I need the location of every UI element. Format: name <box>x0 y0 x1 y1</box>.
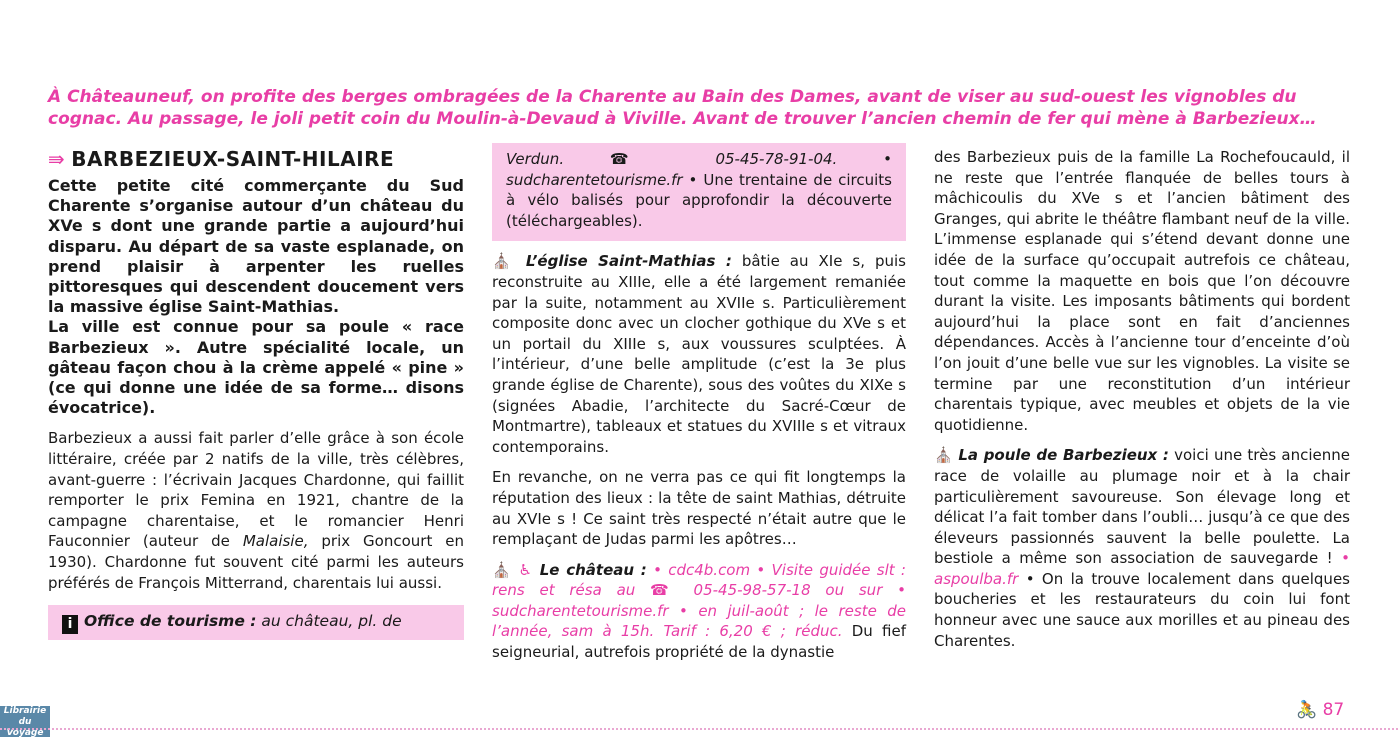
page-number <box>1296 700 1344 720</box>
poule-link[interactable]: • aspoulba.fr <box>934 549 1350 588</box>
footer-divider <box>0 728 1398 730</box>
body-paragraph <box>48 428 464 593</box>
section-title-text: BARBEZIEUX-SAINT-HILAIRE <box>71 147 395 171</box>
office-details: • Une trentaine de circuits à vélo balisés pour approfondir la découverte (téléchargeables). <box>506 170 892 230</box>
poule-text-1: voici une très ancienne race de volaille au plumage noir et à la chair particulièrement savoureuse. Son élevage long et délicat l’a fait tomber dans l’oubli… jusqu’à ce que des éleveurs passionnés sauvent la belle poulette. La bestiole a même son association de sauvegarde ! <box>934 446 1350 568</box>
office-box-part1 <box>48 605 464 640</box>
page-number-text: 87 <box>1322 700 1345 720</box>
column-3 <box>934 147 1350 651</box>
chateau-paragraph <box>492 560 906 663</box>
chateau-label: Le château : <box>539 560 647 579</box>
book-title: Malaisie, <box>242 532 309 551</box>
poule-paragraph <box>934 445 1350 651</box>
intro-paragraph: À Châteauneuf, on profite des berges ombragées de la Charente au Bain des Dames, avant de viser au sud-ouest les vignobles du cognac. Au passage, le joli petit coin du Moulin-à-Devaud à Viville. Avant de trouver l’ancien chemin de fer qui mène à Barbezieux… <box>48 87 1317 129</box>
body-text-a: Barbezieux a aussi fait parler d’elle grâce à son école littéraire, créée par 2 natifs de la ville, très célèbres, avant-guerre : l’écrivain Jacques Chardonne, qui faillit remporter le prix Femina en 1921, chantre de la campagne charentaise, et le romancier Henri Fauconnier (auteur de <box>48 429 464 551</box>
lead-paragraph-2: La ville est connue pour sa poule « race Barbezieux ». Autre spécialité locale, un gâteau façon chou à la crème appelé « pine » (ce qui donne une idée de sa forme… disons évocatrice). <box>48 317 464 418</box>
office-phone: ☎ 05-45-78-91-04. <box>564 150 838 168</box>
eglise-paragraph <box>492 251 906 457</box>
lead-paragraph-1: Cette petite cité commerçante du Sud Charente s’organise autour d’un château du XVe s dont une grande partie a aujourd’hui disparu. Au départ de sa vaste esplanade, on prend plaisir à arpenter les ruelles pittoresques qui descendent doucement vers la massive église Saint-Mathias. <box>48 176 464 317</box>
poule-label: La poule de Barbezieux : <box>958 446 1169 465</box>
info-icon: i <box>62 615 78 634</box>
office-verdun: Verdun. <box>506 150 565 168</box>
office-box-part2 <box>492 143 906 241</box>
church-accessible-icon: ⛪ ♿ <box>492 560 534 579</box>
arrow-icon: ⇛ <box>48 147 66 171</box>
chateau-text: Du fief seigneurial, autrefois propriété de la dynastie <box>492 622 906 662</box>
office-address: au château, pl. de <box>256 612 402 631</box>
office-link[interactable]: • sudcharentetourisme.fr <box>506 150 892 189</box>
column-2 <box>492 147 906 663</box>
eglise-label: L’église Saint-Mathias : <box>525 252 732 271</box>
office-label: Office de tourisme : <box>84 612 257 631</box>
column-1 <box>48 147 464 640</box>
section-title <box>48 147 464 171</box>
poule-text-2: • On la trouve localement dans quelques boucheries et les restaurateurs du coin lui font honneur avec une sauce aux morilles et au pineau des Charentes. <box>934 569 1350 650</box>
eglise-text: bâtie au XIe s, puis reconstruite au XIIIe, elle a été largement remaniée par la suite, notamment au XVIIe s. Particulièrement composite donc avec un clocher gothique du XVe s et un portail du XIIIe s, aux voussures sculptées. À l’intérieur, d’une belle amplitude (c’est la 3e plus grande église de Charente), sous des voûtes du XIXe s (signées Abadie, l’architecte du Sacré-Cœur de Montmartre), tableaux et statues du XVIIIe s et vitraux contemporains. <box>492 252 906 456</box>
church-icon: ⛪ <box>492 252 516 271</box>
bike-icon: 🚴 <box>1296 700 1318 720</box>
logo: Librairie du Voyage <box>0 706 50 737</box>
chateau-info[interactable]: • cdc4b.com • Visite guidée slt : rens et résa au ☎ 05-45-98-57-18 ou sur • sudcharentetourisme.fr • en juil-août ; le reste de l’année, sam à 15h. Tarif : 6,20 € ; réduc. <box>492 560 906 641</box>
body-text-b: prix Goncourt en 1930). Chardonne fut souvent cité parmi les auteurs préférés de François Mitterrand, charentais lui aussi. <box>48 532 465 592</box>
revanche-paragraph: En revanche, on ne verra pas ce qui fit longtemps la réputation des lieux : la tête de saint Mathias, détruite au XVIe s ! Ce saint très respecté n’était autre que le remplaçant de Judas parmi les apôtres… <box>492 468 906 549</box>
church-icon: ⛪ <box>934 446 954 465</box>
chateau-continued: des Barbezieux puis de la famille La Rochefoucauld, il ne reste que l’entrée flanquée de belles tours à mâchicoulis du XVe s et l’ancien bâtiment des Granges, qui abrite le théâtre flambant neuf de la ville. L’immense esplanade qui s’étend devant donne une idée de la surface qu’occupait autrefois ce château, tout comme la maquette en bois que l’on découvre durant la visite. Les imposants bâtiments qui bordent aujourd’hui la place sont en fait d’anciennes dépendances. Accès à l’ancienne tour d’enceinte d’où l’on jouit d’une belle vue sur les vignobles. La visite se termine par une reconstitution d’un intérieur charentais typique, avec meubles et objets de la vie quotidienne. <box>934 148 1350 434</box>
